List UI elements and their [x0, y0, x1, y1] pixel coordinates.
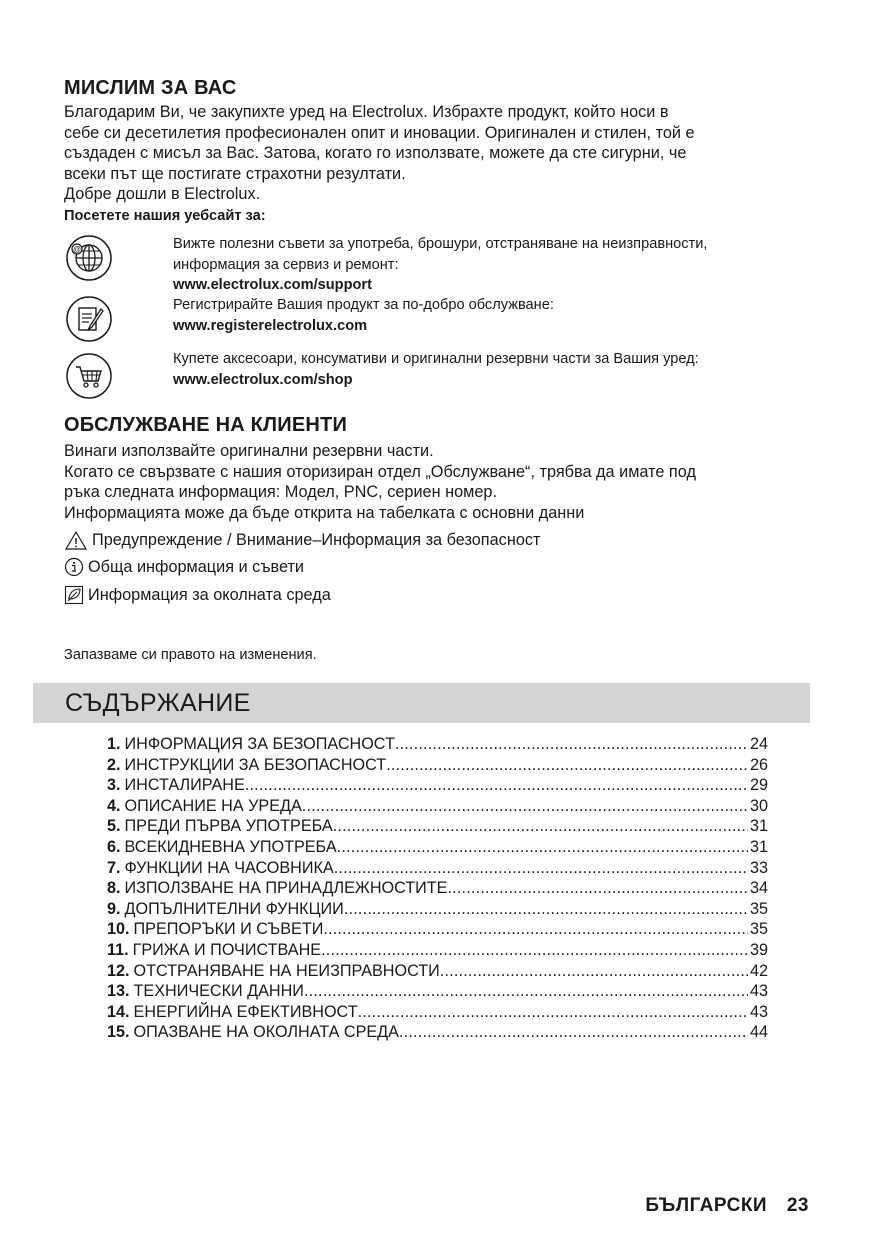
support-link[interactable]: www.electrolux.com/support	[173, 277, 372, 293]
legend-warning: Предупреждение / Внимание–Информация за безопасност	[64, 530, 540, 550]
toc-item[interactable]: 9. ДОПЪЛНИТЕЛНИ ФУНКЦИИ ..... 35	[107, 899, 768, 920]
toc-item[interactable]: 5. ПРЕДИ ПЪРВА УПОТРЕБА ..... 31	[107, 816, 768, 837]
legend-info: Обща информация и съвети	[64, 557, 304, 577]
register-icon	[65, 295, 113, 343]
cart-icon	[65, 352, 113, 400]
toc-item[interactable]: 12. ОТСТРАНЯВАНЕ НА НЕИЗПРАВНОСТИ ..... 42	[107, 961, 768, 982]
toc-item[interactable]: 8. ИЗПОЛЗВАНЕ НА ПРИНАДЛЕЖНОСТИТЕ ..... 34	[107, 878, 768, 899]
visit-website-label: Посетете нашия уебсайт за:	[64, 208, 266, 224]
table-of-contents	[107, 734, 768, 1043]
toc-item[interactable]: 3. ИНСТАЛИРАНЕ ..... 29	[107, 775, 768, 796]
footer-language: БЪЛГАРСКИ	[645, 1195, 768, 1216]
rights-note: Запазваме си правото на изменения.	[64, 647, 317, 663]
toc-item[interactable]: 15. ОПАЗВАНЕ НА ОКОЛНАТА СРЕДА ..... 44	[107, 1022, 768, 1043]
globe-icon	[65, 234, 113, 282]
toc-item[interactable]: 6. ВСЕКИДНЕВНА УПОТРЕБА ..... 31	[107, 837, 768, 858]
toc-item[interactable]: 7. ФУНКЦИИ НА ЧАСОВНИКА ..... 33	[107, 858, 768, 879]
toc-item[interactable]: 14. ЕНЕРГИЙНА ЕФЕКТИВНОСТ ..... 43	[107, 1002, 768, 1023]
register-link[interactable]: www.registerelectrolux.com	[173, 317, 368, 334]
toc-item[interactable]: 4. ОПИСАНИЕ НА УРЕДА ..... 30	[107, 796, 768, 817]
warning-icon	[64, 530, 88, 550]
toc-item[interactable]: 2. ИНСТРУКЦИИ ЗА БЕЗОПАСНОСТ ..... 26	[107, 755, 768, 776]
toc-item[interactable]: 10. ПРЕПОРЪКИ И СЪВЕТИ ..... 35	[107, 919, 768, 940]
page-footer	[645, 1195, 809, 1217]
section-heading-service: ОБСЛУЖВАНЕ НА КЛИЕНТИ	[64, 414, 348, 436]
intro-paragraph: Благодарим Ви, че закупихте уред на Electrolux. Избрахте продукт, който носи в себе си десетилетия професионален опит и иновации. Оригинален и стилен, той е създаден с мисъл за Вас. Затова, когато го използвате, можете да сте сигурни, че всеки път ще постигате страхотни резултати. Добре дошли в Electrolux.	[64, 103, 695, 204]
legend-environment: Информация за околната среда	[64, 585, 331, 605]
info-icon	[64, 557, 84, 577]
page-number: 23	[786, 1195, 809, 1216]
toc-title: СЪДЪРЖАНИЕ	[65, 689, 251, 717]
service-paragraph: Винаги използвайте оригинални резервни части. Когато се свързвате с нашия оторизиран отдел „Обслужване“, трябва да имате под ръка следната информация: Модел, PNC, сериен номер. Информацията може да бъде открита на табелката с основни данни	[64, 442, 696, 522]
toc-item[interactable]: 13. ТЕХНИЧЕСКИ ДАННИ ..... 43	[107, 981, 768, 1002]
website-shop-block: Купете аксесоари, консумативи и оригинални резервни части за Вашия уред: www.electrolux.com/shop	[173, 349, 813, 390]
website-support-block: Вижте полезни съвети за употреба, брошури, отстраняване на неизправности, информация за сервиз и ремонт: www.electrolux.com/support	[173, 234, 813, 296]
toc-item[interactable]: 1. ИНФОРМАЦИЯ ЗА БЕЗОПАСНОСТ ..... 24	[107, 734, 768, 755]
website-register-block: Регистрирайте Вашия продукт за по-добро обслужване: www.registerelectrolux.com	[173, 295, 813, 336]
leaf-icon	[64, 585, 84, 605]
section-heading-think: МИСЛИМ ЗА ВАС	[64, 77, 237, 99]
shop-link[interactable]: www.electrolux.com/shop	[173, 371, 353, 388]
svg-text:@: @	[73, 245, 81, 254]
toc-item[interactable]: 11. ГРИЖА И ПОЧИСТВАНЕ ..... 39	[107, 940, 768, 961]
